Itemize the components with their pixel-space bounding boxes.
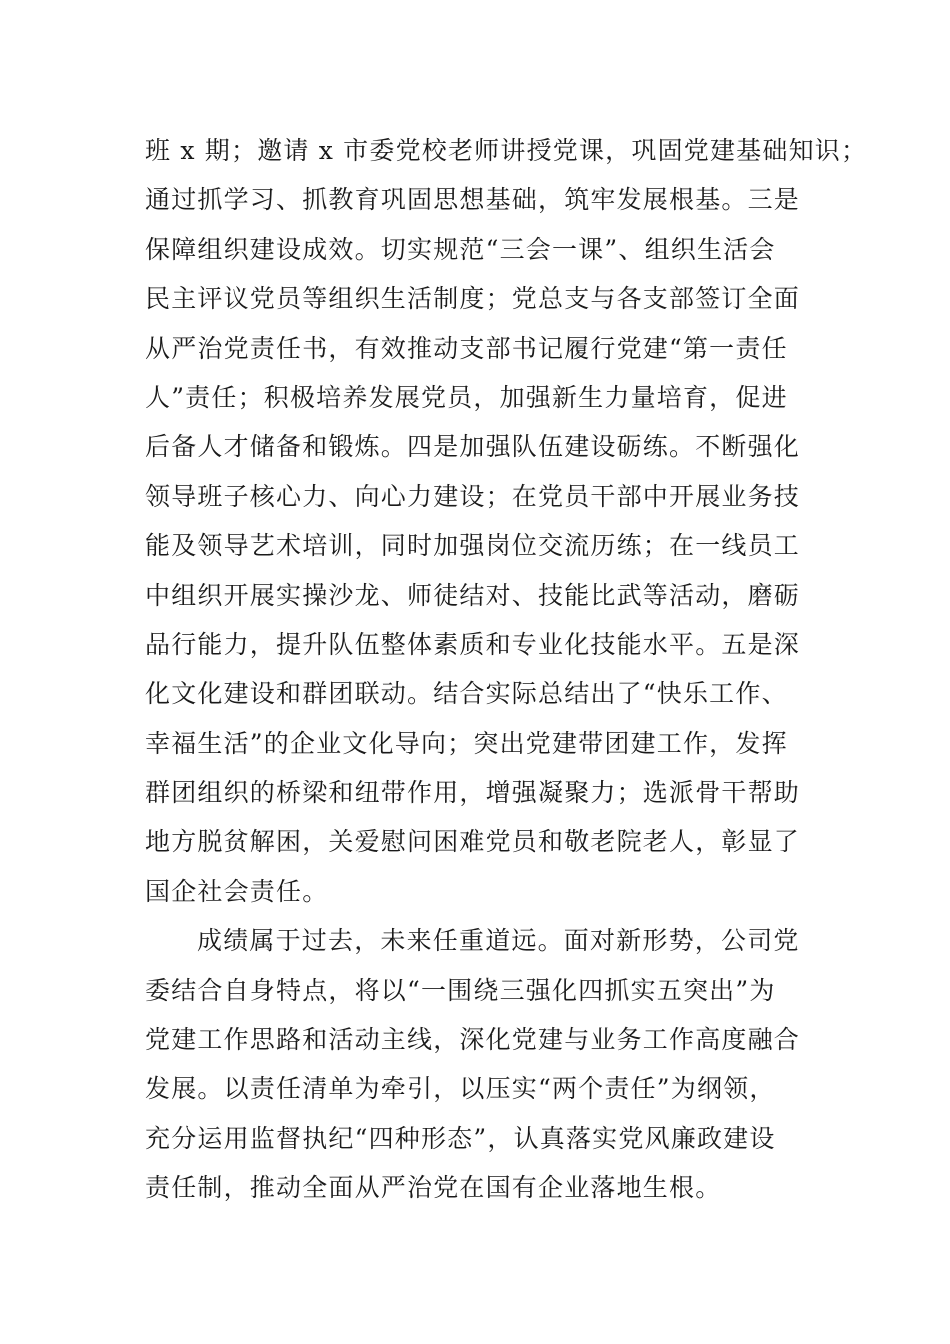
- text-line: 保障组织建设成效。切实规范“三会一课”、组织生活会: [145, 234, 776, 264]
- text-line: 责任制，推动全面从严治党在国有企业落地生根。: [145, 1173, 722, 1203]
- text-line: 后备人才储备和锻炼。四是加强队伍建设砺练。不断强化: [145, 432, 801, 462]
- text-line: 中组织开展实操沙龙、师徒结对、技能比武等活动，磨砺: [145, 580, 801, 610]
- text-line: 成绩属于过去，未来任重道远。面对新形势，公司党: [197, 926, 800, 956]
- text-line: 人”责任；积极培养发展党员，加强新生力量培育，促进: [145, 382, 788, 412]
- paragraph-1: [145, 126, 868, 916]
- text-line: 幸福生活”的企业文化导向；突出党建带团建工作，发挥: [145, 728, 788, 758]
- text-line: 群团组织的桥梁和纽带作用，增强凝聚力；选派骨干帮助: [145, 778, 801, 808]
- document-body: [145, 126, 868, 1213]
- text-line: 化文化建设和群团联动。结合实际总结出了“快乐工作、: [145, 679, 788, 709]
- text-line: 地方脱贫解困，关爱慰问困难党员和敬老院老人，彰显了: [145, 827, 801, 857]
- text-line: 从严治党责任书，有效推动支部书记履行党建“第一责任: [145, 333, 788, 363]
- text-line: 品行能力，提升队伍整体素质和专业化技能水平。五是深: [145, 629, 801, 659]
- text-line: 能及领导艺术培训，同时加强岗位交流历练；在一线员工: [145, 531, 801, 561]
- text-line: 通过抓学习、抓教育巩固思想基础，筑牢发展根基。三是: [145, 185, 801, 215]
- text-line: 充分运用监督执纪“四种形态”，认真落实党风廉政建设: [145, 1123, 776, 1153]
- text-line: 委结合自身特点，将以“一围绕三强化四抓实五突出”为: [145, 975, 776, 1005]
- text-line: 党建工作思路和活动主线，深化党建与业务工作高度融合: [145, 1025, 801, 1055]
- text-line: 民主评议党员等组织生活制度；党总支与各支部签订全面: [145, 284, 801, 314]
- text-line: 国企社会责任。: [145, 876, 329, 906]
- text-line: 领导班子核心力、向心力建设；在党员干部中开展业务技: [145, 481, 801, 511]
- paragraph-2: [145, 916, 815, 1212]
- text-line: 班 x 期；邀请 x 市委党校老师讲授党课，巩固党建基础知识；: [145, 136, 868, 165]
- text-line: 发展。以责任清单为牵引，以压实“两个责任”为纲领，: [145, 1074, 776, 1104]
